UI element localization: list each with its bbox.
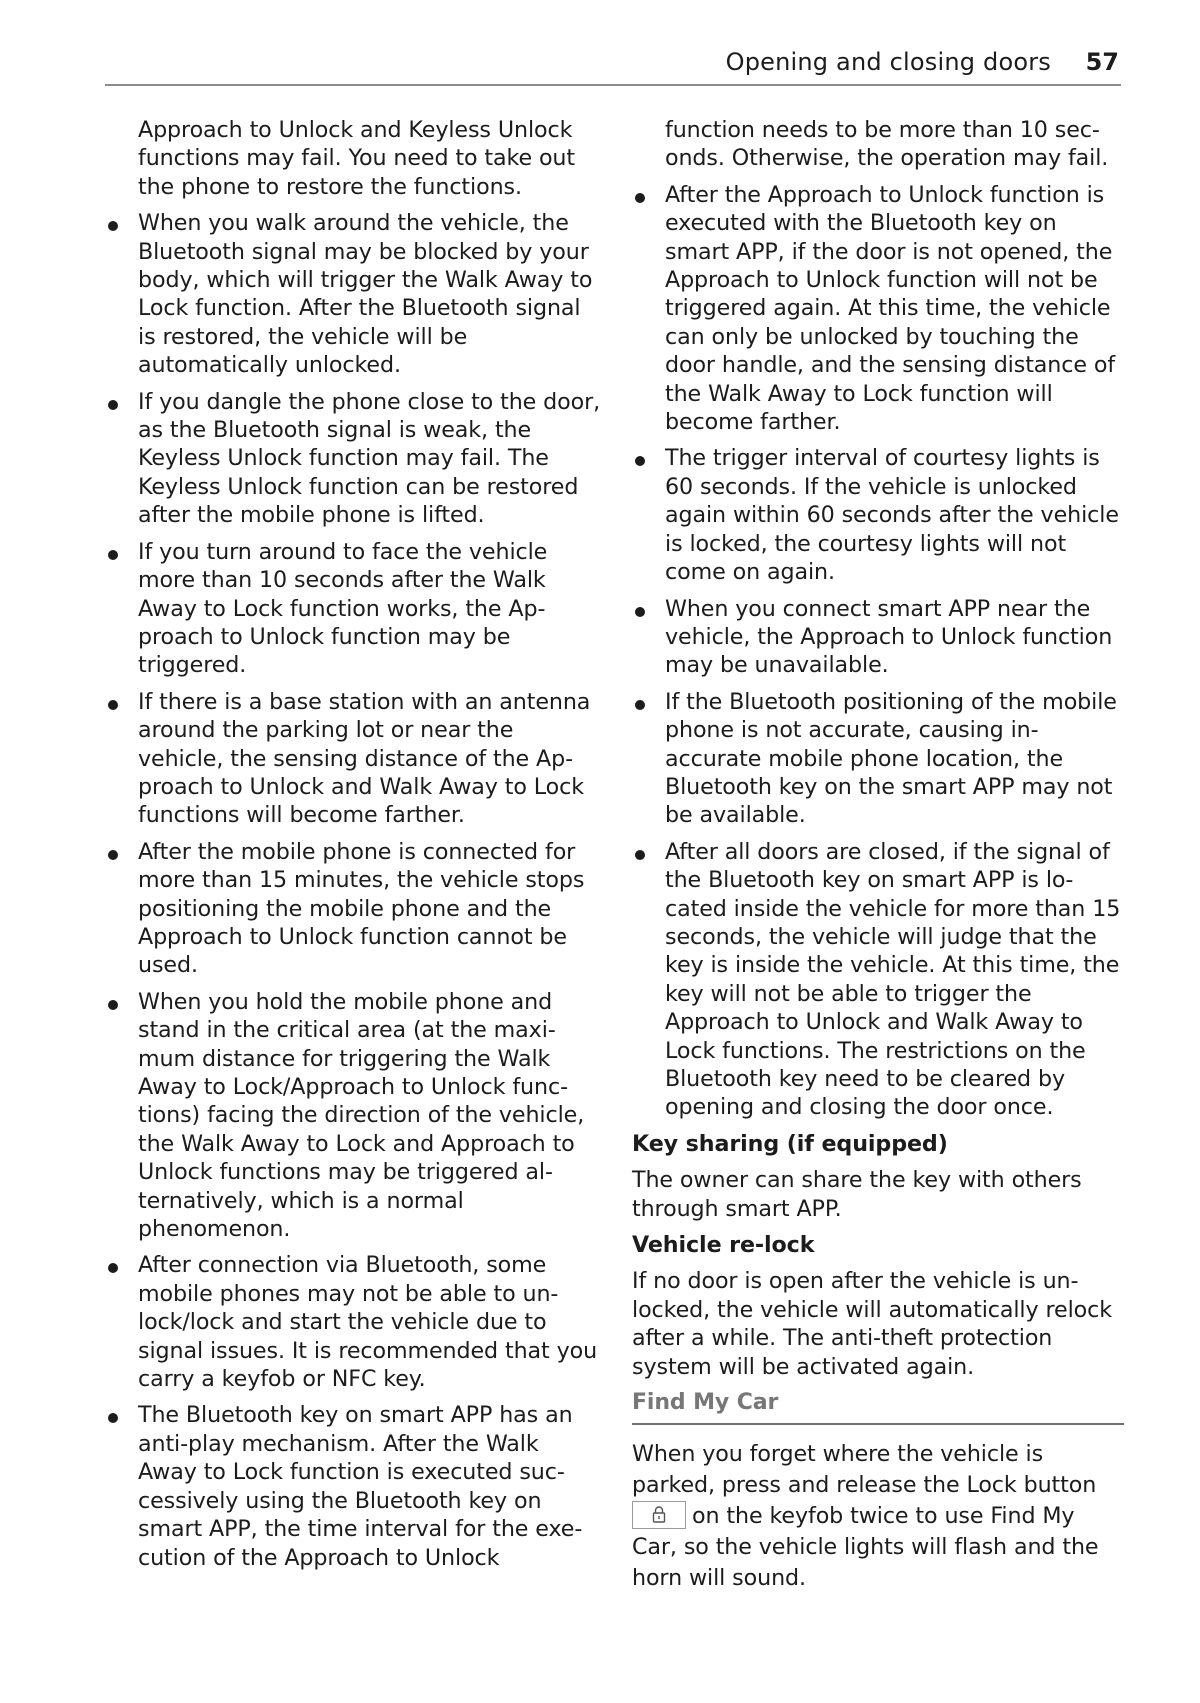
continuation-text: Approach to Unlock and Keyless Unlock functions may fail. You need to take out the phone to restore the functions.	[138, 117, 575, 200]
list-item	[105, 1251, 603, 1393]
bullet-icon	[108, 1413, 118, 1423]
bullet-icon	[635, 193, 645, 203]
list-item-text: After all doors are closed, if the signal of the Bluetooth key on smart APP is located inside the vehicle for more than 15 seconds, the vehicle will judge that the key is inside the vehicle. At this time, the key will not be able to trigger the Approach to Unlock and Walk Away to Lock functions. The restrictions on the Bluetooth key need to be cleared by opening and closing the door once.	[665, 838, 1121, 1121]
list-item-text: If you dangle the phone close to the door, as the Bluetooth signal is weak, the Keyless Unlock function may fail. The Keyless Unlock function can be restored after the mobile phone is lifted.	[138, 388, 601, 529]
find-my-car-heading: Find My Car	[632, 1389, 1124, 1425]
list-item	[105, 1401, 603, 1571]
find-my-car-text	[632, 1439, 1124, 1594]
bullet-icon	[108, 221, 118, 231]
list-item-text: After the mobile phone is connected for more than 15 minutes, the vehicle stops positioning the mobile phone and the Approach to Unlock function cannot be used.	[138, 838, 585, 979]
list-item-text: If the Bluetooth positioning of the mobile phone is not accurate, causing inaccurate mobile phone location, the Bluetooth key on the smart APP may not be available.	[665, 688, 1117, 829]
bullet-icon	[635, 700, 645, 710]
bullet-icon	[635, 456, 645, 466]
page-number: 57	[1085, 48, 1119, 76]
left-bullet-list	[105, 209, 603, 1572]
list-item	[632, 838, 1124, 1122]
list-item-text: After connection via Bluetooth, some mobile phones may not be able to unlock/lock and start the vehicle due to signal issues. It is recommended that you carry a keyfob or NFC key.	[138, 1252, 598, 1393]
list-item	[105, 988, 603, 1244]
list-item	[632, 444, 1124, 586]
list-item	[105, 388, 603, 530]
lock-icon	[632, 1501, 686, 1529]
page-header	[105, 44, 1121, 86]
bullet-icon	[108, 400, 118, 410]
key-sharing-heading: Key sharing (if equipped)	[632, 1130, 948, 1157]
list-item-text: The trigger interval of courtesy lights is 60 seconds. If the vehicle is unlocked again within 60 seconds after the vehicle is locked, the courtesy lights will not come on again.	[665, 445, 1119, 586]
list-item-text: When you connect smart APP near the vehicle, the Approach to Unlock function may be unavailable.	[665, 595, 1113, 679]
bullet-icon	[108, 700, 118, 710]
list-item	[105, 209, 603, 379]
key-sharing-text: The owner can share the key with others through smart APP.	[632, 1167, 1082, 1222]
vehicle-relock-heading: Vehicle re-lock	[632, 1232, 815, 1259]
list-item-text: After the Approach to Unlock function is executed with the Bluetooth key on smart APP, if the door is not opened, the Approach to Unlock function will not be triggered again. At this time, the vehicle can only be unlocked by touching the door handle, and the sensing distance of the Walk Away to Lock function will become farther.	[665, 181, 1116, 436]
list-item	[105, 538, 603, 680]
list-item-text: If you turn around to face the vehicle more than 10 seconds after the Walk Away to Lock function works, the Approach to Unlock function may be triggered.	[138, 538, 548, 679]
right-bullet-list	[632, 181, 1124, 1122]
list-item	[632, 595, 1124, 680]
list-item-text: When you hold the mobile phone and stand in the critical area (at the maximum distance for triggering the Walk Away to Lock/Approach to Unlock functions) facing the direction of the vehicle, the Walk Away to Lock and Approach to Unlock functions may be triggered alternatively, which is a normal phenomenon.	[138, 988, 585, 1243]
bullet-icon	[108, 850, 118, 860]
bullet-icon	[108, 1000, 118, 1010]
left-column	[105, 116, 603, 1580]
bullet-icon	[108, 550, 118, 560]
list-item-text: If there is a base station with an antenna around the parking lot or near the vehicle, the sensing distance of the Approach to Unlock and Walk Away to Lock functions will become farther.	[138, 688, 591, 829]
bullet-icon	[635, 850, 645, 860]
running-title: Opening and closing doors	[725, 48, 1051, 76]
find-my-car-text-after: on the keyfob twice to use Find My Car, so the vehicle lights will flash and the horn will sound.	[632, 1503, 1099, 1592]
continuation-text: function needs to be more than 10 seconds. Otherwise, the operation may fail.	[665, 117, 1109, 172]
list-item	[105, 688, 603, 830]
bullet-icon	[635, 607, 645, 617]
find-my-car-text-before: When you forget where the vehicle is parked, press and release the Lock button	[632, 1441, 1097, 1499]
list-item-text: When you walk around the vehicle, the Bluetooth signal may be blocked by your body, which will trigger the Walk Away to Lock function. After the Bluetooth signal is restored, the vehicle will be automatically unlocked.	[138, 210, 593, 379]
bullet-icon	[108, 1263, 118, 1273]
list-item-text: The Bluetooth key on smart APP has an anti-play mechanism. After the Walk Away to Lock function is executed successively using the Bluetooth key on smart APP, the time interval for the execution of the Approach to Unlock	[138, 1402, 583, 1571]
list-item	[105, 838, 603, 980]
right-column	[632, 116, 1124, 1602]
list-item	[632, 688, 1124, 830]
list-item	[632, 181, 1124, 437]
vehicle-relock-text: If no door is open after the vehicle is unlocked, the vehicle will automatically relock after a while. The anti-theft protection system will be activated again.	[632, 1268, 1112, 1380]
